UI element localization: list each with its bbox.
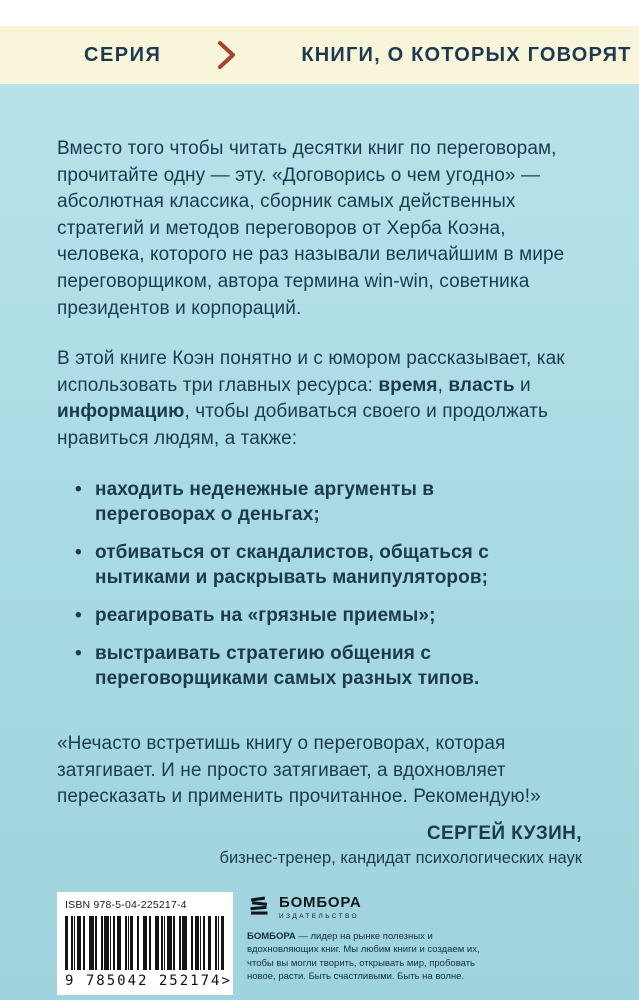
chevron-right-icon: [213, 39, 239, 71]
resource-power: власть: [448, 374, 515, 396]
series-label: СЕРИЯ: [84, 43, 162, 66]
resources-sep1: ,: [437, 374, 449, 396]
resources-paragraph: [57, 346, 582, 452]
publisher-header: [247, 894, 495, 920]
resources-sep2: и: [514, 374, 531, 396]
series-banner: [0, 26, 639, 84]
resources-tail: , чтобы добиваться своего и продолжать нравиться людям, а также:: [57, 401, 548, 449]
barcode-digits: [65, 972, 232, 989]
publisher-blurb-bold: БОМБОРА: [247, 930, 296, 942]
barcode-bars: [65, 916, 225, 970]
isbn-label: ISBN 978-5-04-225217-4: [65, 898, 187, 911]
top-margin: [0, 0, 639, 26]
publisher-blurb-text: — лидер на рынке полезных и вдохновляющих книг. Мы любим книги и создаем их, чтобы вы могли творить, открывать мир, пробовать новое, расти. Быть счастливыми. Быть на волне.: [247, 930, 480, 983]
bullet-list: [75, 477, 535, 692]
bullet-text: отбиваться от скандалистов, общаться с нытиками и раскрывать манипуляторов;: [95, 541, 489, 588]
bullet-text: выстраивать стратегию общения с переговорщиками самых разных типов.: [95, 642, 480, 689]
publisher-names: [279, 894, 362, 920]
publisher-block: [247, 892, 495, 984]
series-collection-title: КНИГИ, О КОТОРЫХ ГОВОРЯТ: [301, 43, 632, 66]
cover-footer: [57, 892, 582, 995]
bullet-item-troublemakers: [75, 540, 535, 590]
quote-author-title: бизнес-тренер, кандидат психологических наук: [219, 848, 582, 867]
bullet-item-money-arguments: [75, 477, 535, 527]
cover-body: [0, 84, 639, 1000]
publisher-subtitle: ИЗДАТЕЛЬСТВО: [279, 912, 359, 920]
review-quote: «Нечасто встретишь книгу о переговорах, которая затягивает. И не просто затягивает, а вдохновляет пересказать и применить прочитанное. Рекомендую!»: [57, 733, 541, 808]
bombora-logo-icon: [247, 895, 271, 919]
quote-attribution: [57, 823, 582, 868]
barcode-block: [57, 892, 233, 995]
bullet-text: находить неденежные аргументы в переговорах о деньгах;: [95, 478, 435, 525]
quote-author: СЕРГЕЙ КУЗИН,: [426, 822, 582, 844]
publisher-name: БОМБОРА: [279, 893, 362, 911]
resource-information: информацию: [57, 401, 185, 423]
barcode-number: 9 785042 252174: [65, 972, 222, 989]
publisher-blurb: [247, 930, 495, 984]
barcode-arrow: >: [221, 972, 232, 989]
resource-time: время: [378, 374, 438, 396]
bullet-item-communication-strategy: [75, 641, 535, 691]
bullet-item-dirty-tricks: [75, 603, 535, 628]
bullet-text: реагировать на «грязные приемы»;: [95, 604, 436, 626]
intro-paragraph: Вместо того чтобы читать десятки книг по переговорам, прочитайте одну — эту. «Договорись о чем угодно» — абсолютная классика, сборник самых действенных стратегий и методов переговоров от Херба Коэна, человека, которого не раз называли величайшим в мире переговорщиком, автора термина win-win, советника президентов и корпораций.: [57, 138, 565, 319]
resources-lead: В этой книге Коэн понятно и с юмором рассказывает, как использовать три главных ресурса:: [57, 348, 565, 396]
